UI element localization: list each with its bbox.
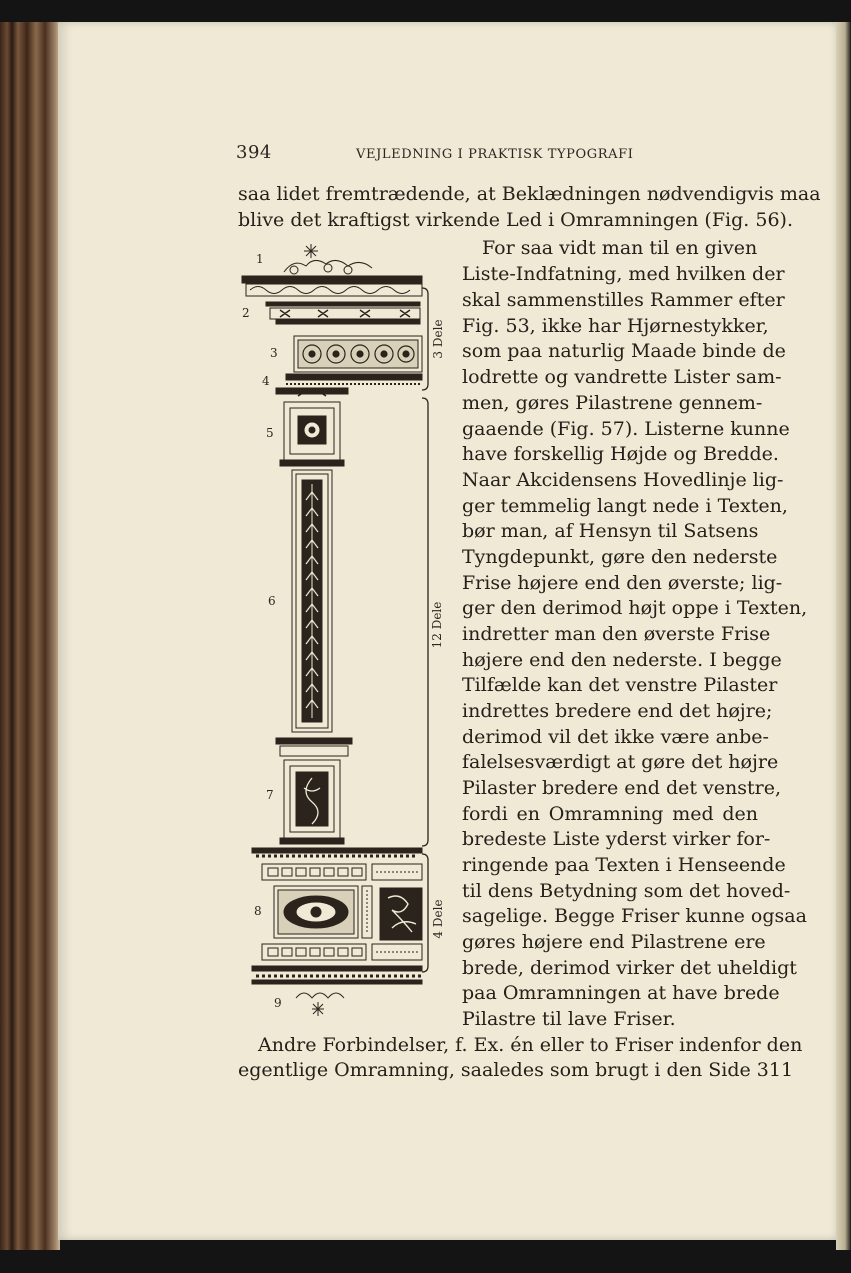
- text-line: højere end den nederste. I begge: [462, 649, 782, 671]
- text-line: indrettes bredere end det højre;: [462, 700, 773, 722]
- figure-number: 2: [242, 306, 250, 320]
- text-line: Fig. 53, ikke har Hjørnestykker,: [462, 315, 769, 337]
- text-line: Naar Akcidensens Hovedlinje lig-: [462, 469, 784, 491]
- text-line: som paa naturlig Maade binde de: [462, 340, 786, 362]
- text-line: Pilaster bredere end det venstre,: [462, 777, 782, 799]
- figure-number: 3: [270, 346, 278, 360]
- text-line: blive det kraftigst virkende Led i Omramningen (Fig. 56).: [238, 209, 793, 231]
- text-line: men, gøres Pilastrene gennem-: [462, 392, 763, 414]
- book-page-edges: [0, 22, 60, 1250]
- pilaster-illustration: [236, 238, 456, 1018]
- bracket-label-middle: 12 Dele: [430, 601, 444, 649]
- text-line: ger temmelig langt nede i Texten,: [462, 495, 788, 517]
- text-line: Frise højere end den øverste; lig-: [462, 572, 783, 594]
- text-line: For saa vidt man til en given: [482, 237, 758, 259]
- crest-ornament-top: [284, 244, 372, 274]
- figure-number: 5: [266, 426, 274, 440]
- text-line: til dens Betydning som det hoved-: [462, 880, 791, 902]
- figure-number: 6: [268, 594, 276, 608]
- text-line: ringende paa Texten i Henseende: [462, 854, 786, 876]
- figure-number: 1: [256, 252, 264, 266]
- text-line: gøres højere end Pilastrene ere: [462, 931, 766, 953]
- text-line: Liste-Indfatning, med hvilken der: [462, 263, 785, 285]
- text-line: Tyngdepunkt, gøre den nederste: [462, 546, 778, 568]
- text-line: bredeste Liste yderst virker for-: [462, 828, 771, 850]
- figure-number: 7: [266, 788, 274, 802]
- text-line: brede, derimod virker det uheldigt: [462, 957, 797, 979]
- text-line: skal sammenstilles Rammer efter: [462, 289, 785, 311]
- text-line: fordi en Omramning med den: [462, 803, 758, 825]
- page-number: 394: [236, 142, 272, 163]
- text-line: falelsesværdigt at gøre det højre: [462, 751, 779, 773]
- text-line: derimod vil det ikke være anbe-: [462, 726, 769, 748]
- page-gutter-shadow: [836, 22, 851, 1250]
- text-line: gaaende (Fig. 57). Listerne kunne: [462, 418, 790, 440]
- text-line: ger den derimod højt oppe i Texten,: [462, 597, 808, 619]
- text-line: Pilastre til lave Friser.: [462, 1008, 676, 1030]
- text-line: egentlige Omramning, saaledes som brugt i den Side 311: [238, 1059, 794, 1081]
- running-title: VEJLEDNING I PRAKTISK TYPOGRAFI: [356, 147, 634, 162]
- text-line: Andre Forbindelser, f. Ex. én eller to Friser indenfor den: [258, 1034, 803, 1056]
- pilaster-figure: [236, 238, 456, 1018]
- text-line: saa lidet fremtrædende, at Beklædningen nødvendigvis maa: [238, 183, 821, 205]
- text-line: indretter man den øverste Frise: [462, 623, 771, 645]
- text-line: lodrette og vandrette Lister sam-: [462, 366, 782, 388]
- figure-number: 9: [274, 996, 282, 1010]
- text-line: paa Omramningen at have brede: [462, 982, 780, 1004]
- bracket-label-top: 3 Dele: [431, 319, 445, 359]
- bracket-label-bottom: 4 Dele: [431, 899, 445, 939]
- figure-number: 4: [262, 374, 270, 388]
- text-line: bør man, af Hensyn til Satsens: [462, 520, 759, 542]
- figure-number: 8: [254, 904, 262, 918]
- ornament-band: [246, 284, 422, 296]
- text-line: Tilfælde kan det venstre Pilaster: [462, 674, 778, 696]
- text-line: have forskellig Højde og Bredde.: [462, 443, 779, 465]
- text-line: sagelige. Begge Friser kunne ogsaa: [462, 905, 807, 927]
